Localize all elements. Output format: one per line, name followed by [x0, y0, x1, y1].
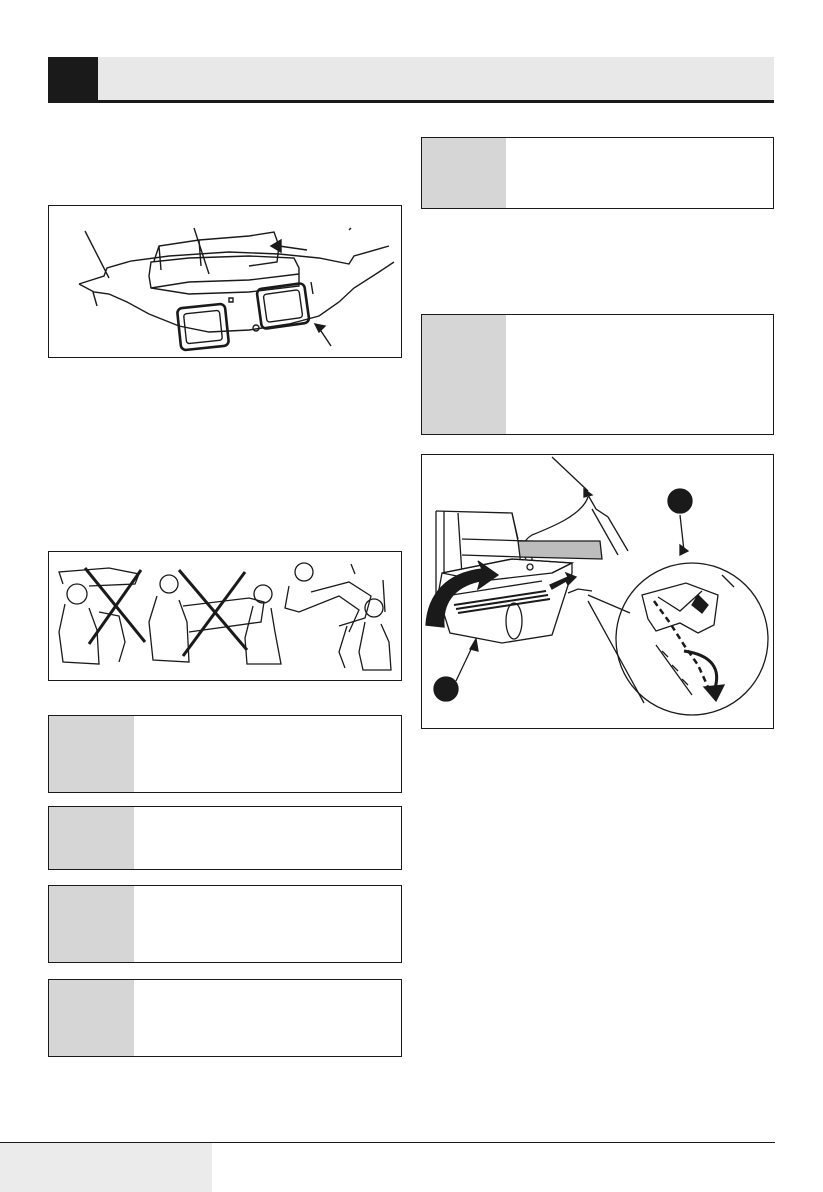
section-number-box	[48, 57, 98, 100]
note-icon-area	[422, 315, 506, 434]
duct-frame-figure	[48, 205, 402, 358]
note-icon-area	[49, 716, 134, 792]
section-header-bar	[48, 57, 774, 100]
note-icon-area	[49, 980, 134, 1056]
duct-frame-icon	[49, 206, 401, 357]
note-box-left-2	[48, 806, 402, 870]
carrying-people-icon	[49, 552, 401, 680]
footer-tab	[0, 1143, 212, 1192]
note-icon-area	[49, 807, 134, 869]
note-icon-area	[422, 138, 506, 208]
window-install-icon	[422, 455, 773, 728]
note-box-right-middle	[421, 314, 774, 435]
note-icon-area	[49, 886, 134, 962]
note-box-left-1	[48, 715, 402, 793]
window-install-figure	[421, 454, 774, 729]
note-box-left-3	[48, 885, 402, 963]
header-rule	[48, 100, 774, 103]
note-box-left-4	[48, 979, 402, 1057]
carrying-figure	[48, 551, 402, 681]
page-number	[815, 1148, 823, 1160]
note-box-right-top	[421, 137, 774, 209]
